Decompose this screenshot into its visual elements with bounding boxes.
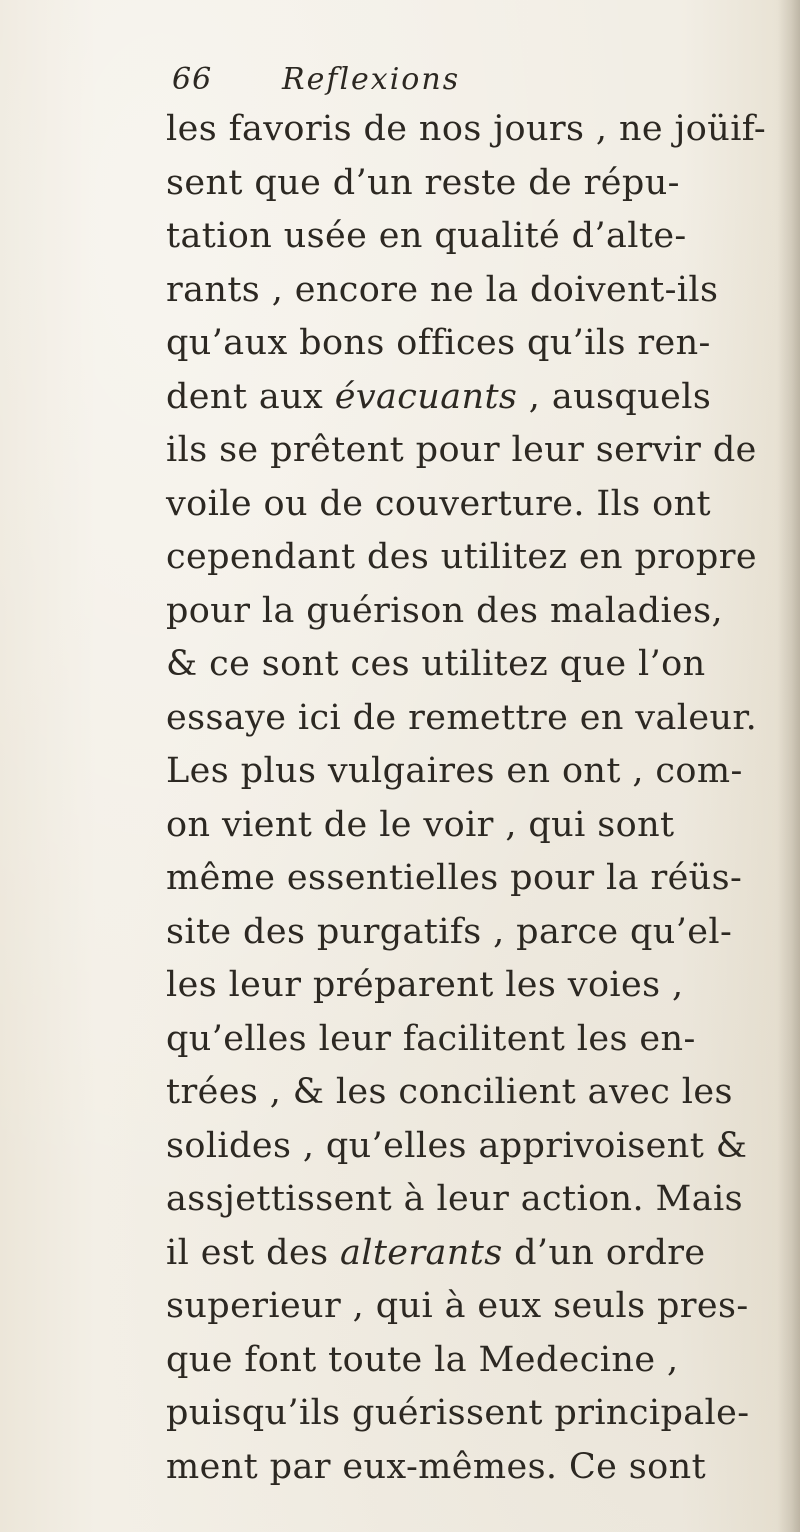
text-line: qu’aux bons offices qu’ils ren-: [166, 323, 711, 363]
text-line: on vient de le voir , qui sont: [166, 804, 675, 845]
text-line: trées , & les concilient avec les: [166, 1072, 733, 1112]
text-line: rants , encore ne la doivent-ils: [166, 269, 719, 310]
text-line: les favoris de nos jours , ne joüif-: [166, 109, 767, 149]
italic-term: évacuants: [334, 376, 518, 417]
text-line: il est des alterants d’un ordre: [166, 1232, 706, 1273]
text-line: ils se prêtent pour leur servir de: [166, 430, 757, 470]
body-text: [166, 103, 766, 1494]
text-line: ment par eux-mêmes. Ce sont: [166, 1446, 707, 1487]
text-line: que font toute la Medecine ,: [166, 1339, 679, 1380]
text-line: les leur préparent les voies ,: [166, 965, 684, 1005]
text-line: pour la guérison des maladies,: [166, 590, 724, 631]
text-line: solides , qu’elles apprivoisent &: [166, 1125, 748, 1166]
text-line: dent aux évacuants , ausquels: [166, 376, 712, 417]
text-line: sent que d’un reste de répu-: [166, 162, 680, 203]
page-header: [172, 62, 692, 102]
text-line: site des purgatifs , parce qu’el-: [166, 911, 733, 952]
text-line: cependant des utilitez en propre: [166, 537, 757, 577]
text-line: tation usée en qualité d’alte-: [166, 216, 687, 256]
page-edge-shadow: [778, 0, 800, 1532]
text-line: même essentielles pour la réüs-: [166, 858, 743, 898]
text-line: & ce sont ces utilitez que l’on: [166, 644, 706, 684]
italic-term: alterants: [339, 1232, 503, 1273]
text-line: Les plus vulgaires en ont , com-: [166, 751, 743, 791]
page-number: 66: [172, 62, 213, 97]
text-line: essaye ici de remettre en valeur.: [166, 697, 758, 738]
running-head: Reflexions: [282, 62, 461, 97]
text-line: voile ou de couverture. Ils ont: [166, 483, 711, 524]
text-line: superieur , qui à eux seuls pres-: [166, 1286, 749, 1326]
text-line: assjettissent à leur action. Mais: [166, 1179, 743, 1219]
text-line: qu’elles leur facilitent les en-: [166, 1018, 696, 1059]
text-line: puisqu’ils guérissent principale-: [166, 1393, 750, 1433]
